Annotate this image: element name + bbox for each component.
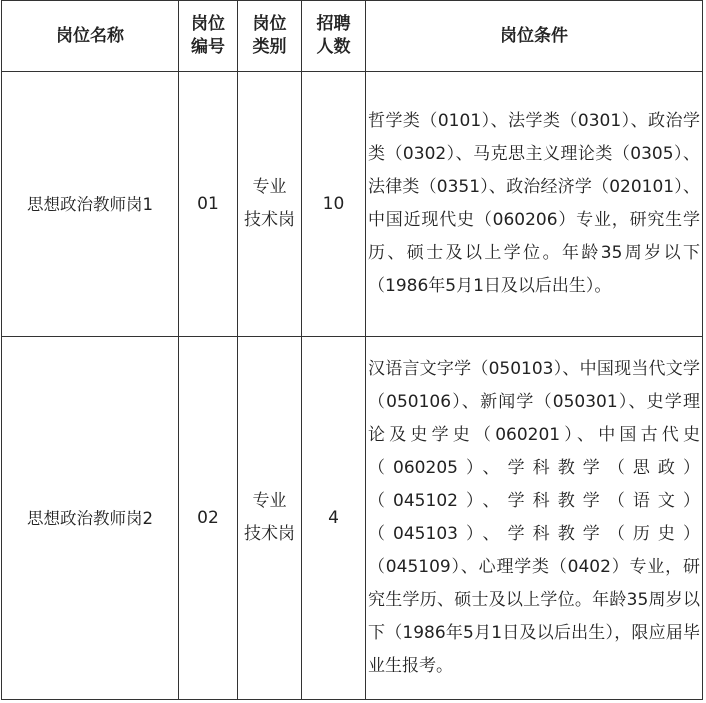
header-position-code-line1: 岗位 <box>191 14 225 34</box>
header-recruit-count-line1: 招聘 <box>316 14 351 34</box>
position-type-cell <box>238 72 302 337</box>
position-name: 思想政治教师岗1 <box>27 194 153 214</box>
position-name: 思想政治教师岗2 <box>27 508 153 528</box>
header-conditions-text: 岗位条件 <box>500 25 568 46</box>
header-position-name-text: 岗位名称 <box>56 25 124 46</box>
position-type-line1: 专业 <box>252 491 287 511</box>
position-type-cell <box>238 337 302 700</box>
header-position-type-line2: 类别 <box>252 37 287 57</box>
header-position-name <box>2 1 179 72</box>
recruit-count-cell <box>302 337 366 700</box>
position-code: 02 <box>197 507 219 528</box>
recruit-count-cell <box>302 72 366 337</box>
header-conditions <box>366 1 703 72</box>
header-position-type-line1: 岗位 <box>252 14 287 34</box>
table-row <box>2 72 703 337</box>
position-conditions: 哲学类（0101）、法学类（0301）、政治学类（0302）、马克思主义理论类（0305）、法律类（0351）、政治经济学（020101）、中国近现代史（060206）专业，研究生学历、硕士及以上学位。年龄35周岁以下（1986年5月1日及以后出生）。 <box>368 111 700 296</box>
position-conditions-cell <box>366 72 703 337</box>
header-position-code <box>179 1 238 72</box>
position-type-line1: 专业 <box>252 177 287 197</box>
header-row <box>2 1 703 72</box>
recruit-count: 4 <box>328 507 339 528</box>
position-type-line2: 技术岗 <box>244 524 295 544</box>
position-name-cell <box>2 337 179 700</box>
position-conditions: 汉语言文字学（050103）、中国现当代文学（050106）、新闻学（050301）、史学理论及史学史（060201）、中国古代史（060205）、学科教学（思政）（045102）、学科教学（语文）（045103）、学科教学（历史）（045109）、心理学类（0402）专业，研究生学历、硕士及以上学位。年龄35周岁以下（1986年5月1日及以后出生），限应届毕业生报考。 <box>368 359 700 676</box>
header-recruit-count-line2: 人数 <box>316 37 351 57</box>
recruit-count: 10 <box>322 193 345 214</box>
recruitment-table <box>1 0 703 700</box>
header-position-code-line2: 编号 <box>191 37 225 57</box>
header-position-type <box>238 1 302 72</box>
position-code-cell <box>179 72 238 337</box>
position-type-line2: 技术岗 <box>244 210 295 230</box>
position-conditions-cell <box>366 337 703 700</box>
header-recruit-count <box>302 1 366 72</box>
position-name-cell <box>2 72 179 337</box>
position-code-cell <box>179 337 238 700</box>
table-row <box>2 337 703 700</box>
position-code: 01 <box>197 193 219 214</box>
